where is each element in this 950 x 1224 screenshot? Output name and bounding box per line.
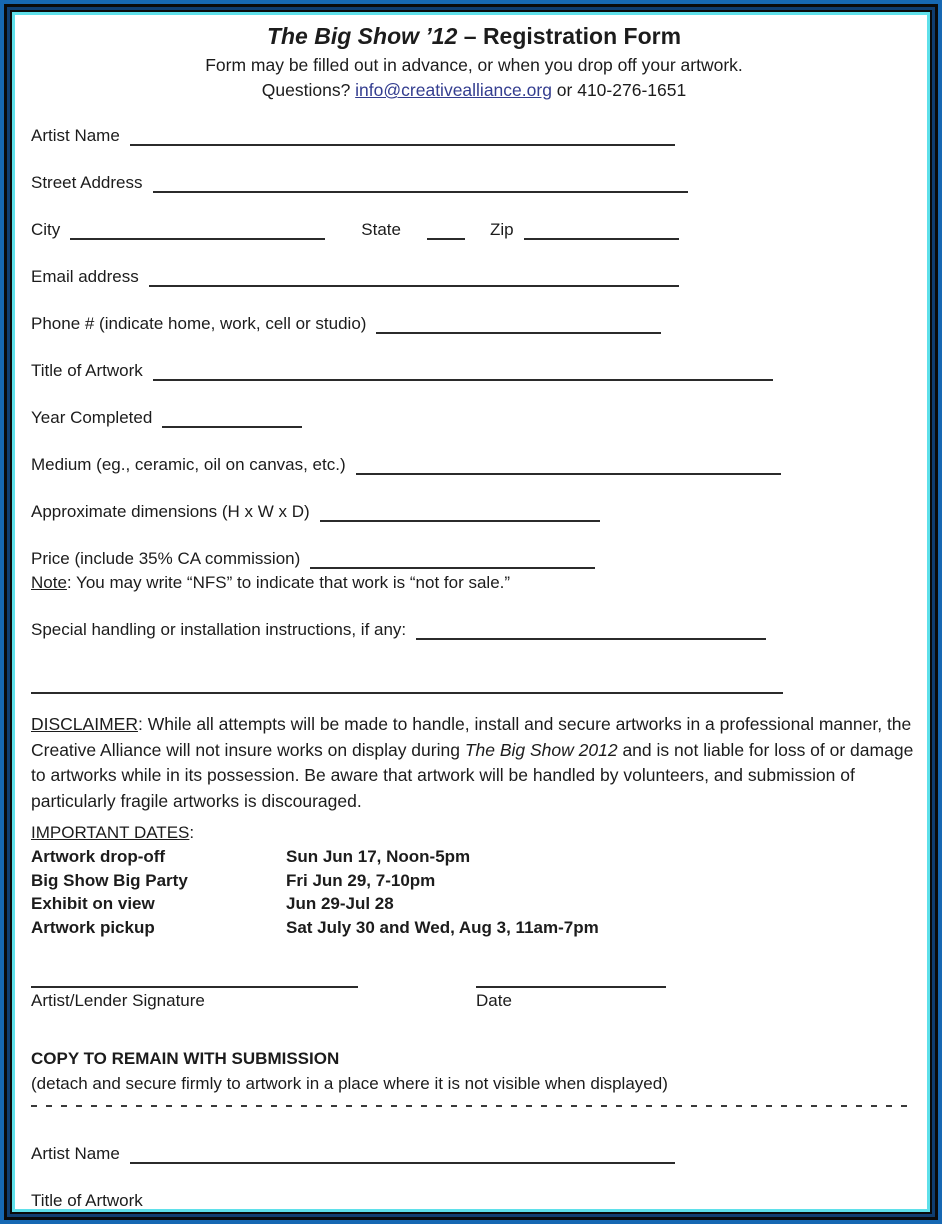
special-handling-continuation-blank [31,673,783,694]
date-label: Artwork pickup [31,917,155,937]
date-value: Jun 29-Jul 28 [286,894,394,913]
field-row-artist-name [31,125,917,146]
copy-section-heading: COPY TO REMAIN WITH SUBMISSION [31,1049,340,1068]
decorative-border-cyan [12,12,930,1212]
field-row-title-of-artwork [31,360,917,381]
street-address-blank [153,172,688,193]
disclaimer-paragraph [31,712,917,814]
important-dates-heading-text: IMPORTANT DATES [31,823,190,842]
date-label: Date [476,991,512,1010]
copy-title-of-artwork-blank [153,1190,678,1209]
registration-form-page [15,15,927,1209]
note-text: : You may write “NFS” to indicate that work is “not for sale.” [66,573,511,592]
important-date-row-dropoff [31,845,917,869]
zip-blank [524,219,679,240]
title-of-artwork-label: Title of Artwork [31,361,143,380]
signature-section [31,967,917,1012]
state-label: State [361,220,401,239]
copy-artist-name-blank [130,1143,675,1164]
artist-name-blank [130,125,675,146]
page-title [31,23,917,49]
disclaimer-text-before: : While all attempts will be made to handle, install and secure artworks in a professional manner, the Creative Alliance will not insure works on display during [31,714,912,760]
phone-blank [376,313,661,334]
important-date-row-party [31,869,917,893]
medium-label: Medium (eg., ceramic, oil on canvas, etc.) [31,455,346,474]
copy-title-of-artwork-label: Title of Artwork [31,1191,143,1209]
questions-suffix: or 410-276-1651 [551,80,687,100]
phone-label: Phone # (indicate home, work, cell or studio) [31,314,367,333]
price-label: Price (include 35% CA commission) [31,549,301,568]
decorative-border-inner-black [10,10,932,1214]
signature-blank [31,967,358,988]
page-title-show-name: The Big Show ’12 [266,23,458,49]
field-row-phone [31,313,917,334]
nfs-note [31,572,917,593]
page-title-suffix: – Registration Form [457,23,682,49]
date-label: Artwork drop-off [31,847,166,866]
field-row-special-handling [31,619,917,640]
disclaimer-label: DISCLAIMER [31,714,138,734]
field-row-city-state-zip [31,219,917,240]
email-label: Email address [31,267,139,286]
date-blank [476,967,666,988]
field-row-email [31,266,917,287]
date-column [476,967,666,1012]
field-row-price [31,548,917,569]
disclaimer-text-after: and is not liable for loss of or damage to artworks while in its possession. Be aware that artwork will be handled by volunteers, and submission of particularly fragile artworks is discouraged. [31,739,914,811]
special-handling-continuation-row [31,673,917,694]
important-dates-heading [31,822,917,843]
date-value: Sat July 30 and Wed, Aug 3, 11am-7pm [286,917,599,937]
street-address-label: Street Address [31,173,143,192]
date-value: Fri Jun 29, 7-10pm [286,870,436,890]
decorative-border-navy [7,7,935,1217]
field-row-dimensions [31,501,917,522]
special-handling-blank [416,619,766,640]
signature-label: Artist/Lender Signature [31,991,205,1010]
zip-label: Zip [489,220,514,239]
copy-field-row-artist-name [31,1143,917,1164]
copy-field-row-title-of-artwork [31,1190,917,1209]
email-link[interactable]: info@creativealliance.org [355,80,552,100]
decorative-border-black [4,4,938,1220]
city-label: City [31,220,61,239]
date-value: Sun Jun 17, Noon-5pm [286,847,471,866]
questions-prefix: Questions? [261,80,356,100]
field-row-street-address [31,172,917,193]
disclaimer-show-name: The Big Show 2012 [464,739,618,760]
artist-name-label: Artist Name [31,126,120,145]
state-blank [427,219,465,240]
field-row-year-completed [31,407,917,428]
detach-dashed-divider [31,1105,909,1107]
year-completed-blank [162,407,302,428]
important-date-row-pickup [31,916,917,940]
date-label: Big Show Big Party [31,870,188,890]
email-blank [149,266,679,287]
questions-line [31,79,917,101]
important-dates-list [31,845,917,939]
important-dates-heading-colon: : [189,823,195,842]
form-subtitle: Form may be filled out in advance, or when you drop off your artwork. [205,55,743,75]
copy-section-instruction: (detach and secure firmly to artwork in a place where it is not visible when displayed) [31,1074,668,1093]
important-date-row-exhibit [31,892,917,916]
dimensions-blank [320,501,600,522]
note-label: Note [31,573,67,592]
city-blank [70,219,325,240]
year-completed-label: Year Completed [31,408,153,427]
field-row-medium [31,454,917,475]
date-label: Exhibit on view [31,894,155,913]
price-blank [310,548,595,569]
signature-column [31,967,358,1012]
special-handling-label: Special handling or installation instructions, if any: [31,620,407,639]
copy-artist-name-label: Artist Name [31,1144,120,1163]
medium-blank [356,454,781,475]
title-of-artwork-blank [153,360,773,381]
dimensions-label: Approximate dimensions (H x W x D) [31,502,310,521]
